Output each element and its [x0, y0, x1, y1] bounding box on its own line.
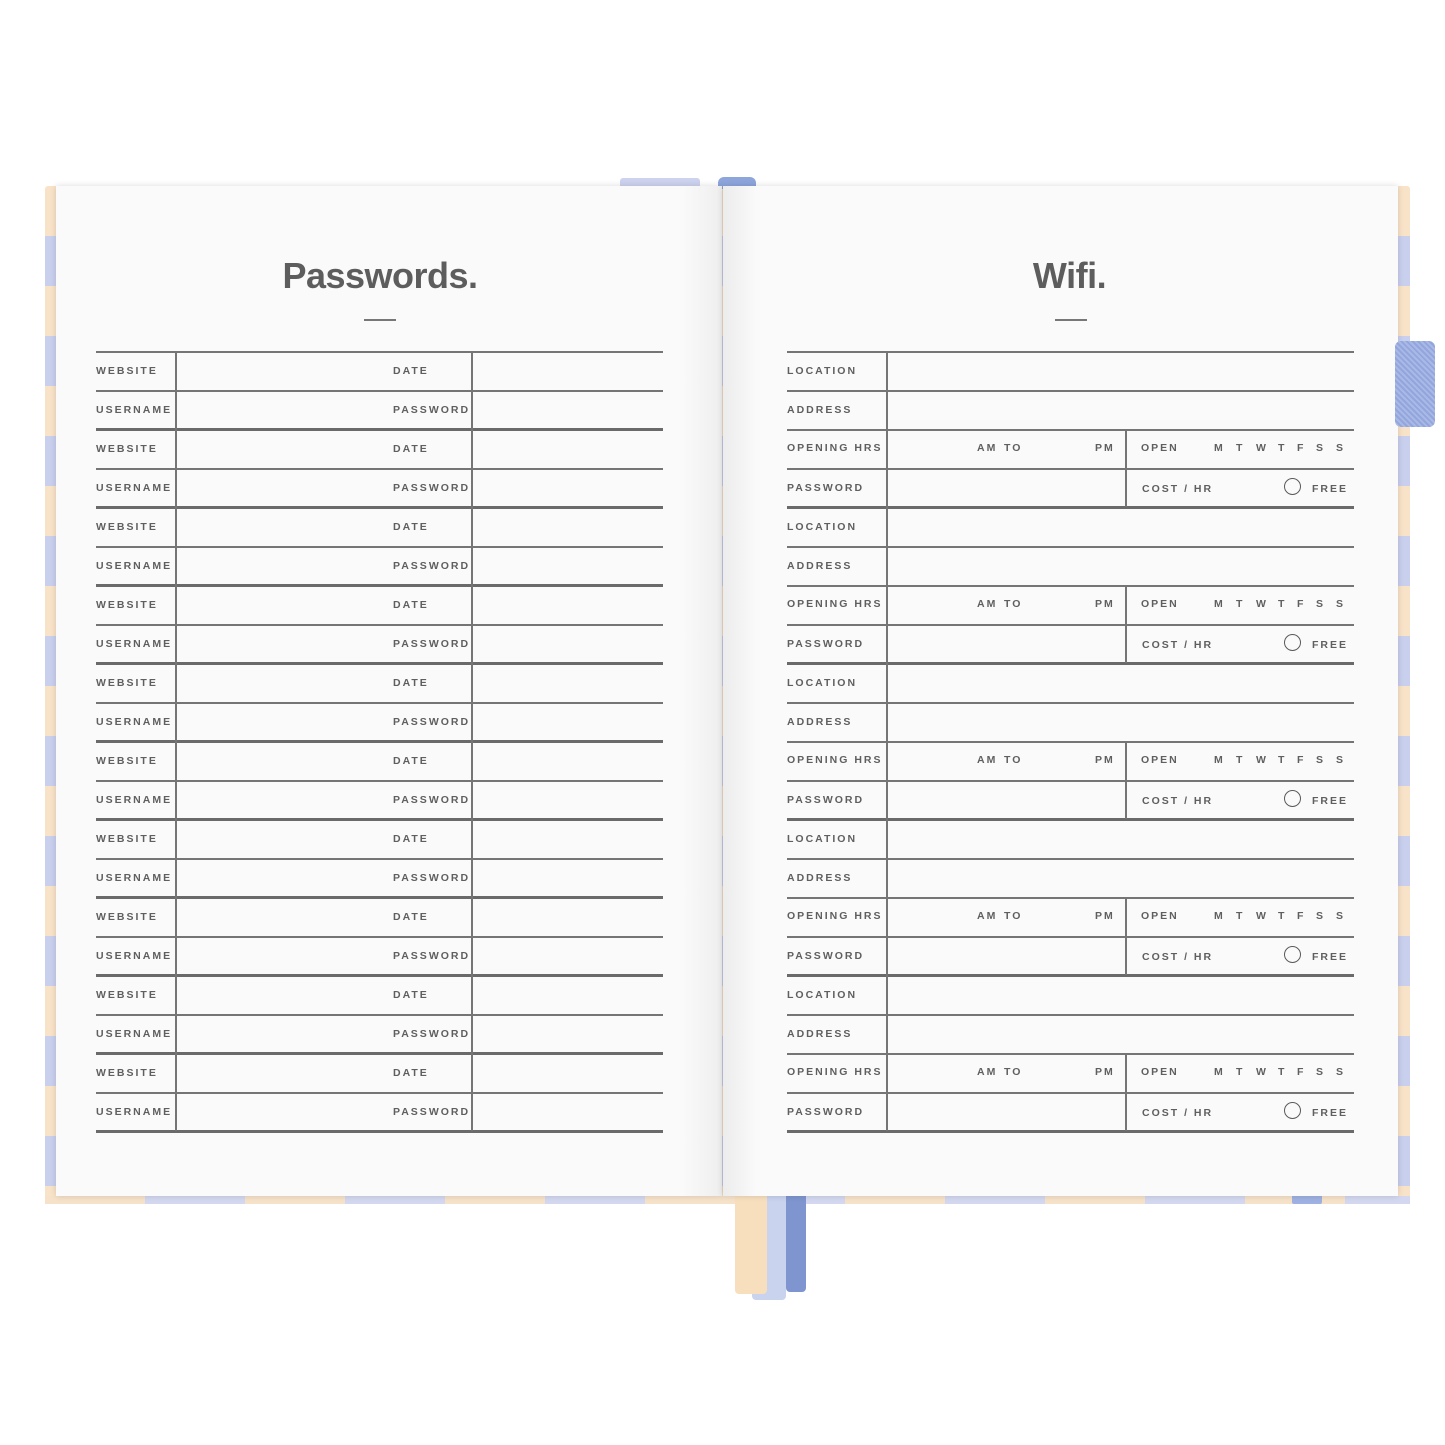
pm-label: PM [1095, 754, 1115, 766]
date-label: DATE [393, 989, 429, 1001]
address-label: ADDRESS [787, 560, 853, 572]
website-field[interactable] [177, 663, 383, 702]
day-label[interactable]: T [1278, 442, 1287, 454]
day-label[interactable]: S [1316, 910, 1326, 922]
free-label: FREE [1312, 483, 1349, 495]
password-field[interactable] [473, 390, 663, 429]
free-label: FREE [1312, 1107, 1349, 1119]
am-label: AM [977, 442, 998, 454]
date-field[interactable] [473, 1053, 663, 1092]
date-field[interactable] [473, 975, 663, 1014]
column-divider [886, 975, 888, 1131]
date-field[interactable] [473, 663, 663, 702]
pm-label: PM [1095, 1066, 1115, 1078]
day-label[interactable]: W [1256, 598, 1268, 610]
day-label[interactable]: T [1236, 598, 1245, 610]
cost-hr-label: COST / HR [1142, 639, 1214, 651]
date-field[interactable] [473, 741, 663, 780]
opening-hrs-label: OPENING HRS [787, 754, 883, 766]
row-divider [787, 390, 1354, 392]
day-label[interactable]: W [1256, 754, 1268, 766]
row-divider [787, 858, 1354, 860]
password-label: PASSWORD [787, 1106, 865, 1118]
day-label[interactable]: T [1236, 1066, 1245, 1078]
free-label: FREE [1312, 795, 1349, 807]
password-field[interactable] [473, 858, 663, 897]
day-label[interactable]: S [1316, 1066, 1326, 1078]
date-label: DATE [393, 599, 429, 611]
website-label: WEBSITE [96, 911, 158, 923]
column-divider [175, 585, 177, 663]
bookmark-ribbon-peach [735, 1196, 767, 1294]
entry-divider [96, 1130, 663, 1133]
password-label: PASSWORD [393, 1028, 471, 1040]
column-divider [1125, 897, 1127, 975]
day-label[interactable]: T [1278, 598, 1287, 610]
row-divider [787, 585, 1354, 587]
row-divider [787, 468, 1354, 470]
am-label: AM [977, 598, 998, 610]
am-label: AM [977, 910, 998, 922]
website-label: WEBSITE [96, 599, 158, 611]
day-label[interactable]: W [1256, 442, 1268, 454]
to-label: TO [1004, 442, 1023, 454]
row-divider [787, 741, 1354, 743]
username-label: USERNAME [96, 872, 173, 884]
website-field[interactable] [177, 897, 383, 936]
open-label: OPEN [1141, 442, 1179, 454]
website-field[interactable] [177, 819, 383, 858]
website-field[interactable] [177, 975, 383, 1014]
website-label: WEBSITE [96, 755, 158, 767]
column-divider [1125, 741, 1127, 819]
password-field[interactable] [473, 1014, 663, 1053]
day-label[interactable]: T [1278, 910, 1287, 922]
website-field[interactable] [177, 351, 383, 390]
date-field[interactable] [473, 819, 663, 858]
address-field[interactable] [888, 858, 1354, 897]
column-divider [175, 507, 177, 585]
password-label: PASSWORD [393, 482, 471, 494]
column-divider [471, 741, 473, 819]
column-divider [1125, 1053, 1127, 1131]
date-field[interactable] [473, 429, 663, 468]
row-divider [96, 468, 663, 470]
column-divider [886, 507, 888, 663]
password-field[interactable] [888, 936, 1125, 975]
password-field[interactable] [473, 546, 663, 585]
pm-label: PM [1095, 442, 1115, 454]
row-divider [96, 1014, 663, 1016]
address-label: ADDRESS [787, 716, 853, 728]
password-field[interactable] [888, 1092, 1125, 1131]
website-label: WEBSITE [96, 989, 158, 1001]
date-field[interactable] [473, 897, 663, 936]
username-field[interactable] [177, 936, 383, 975]
website-label: WEBSITE [96, 1067, 158, 1079]
column-divider [1125, 585, 1127, 663]
username-field[interactable] [177, 1092, 383, 1131]
pm-label: PM [1095, 598, 1115, 610]
cost-hr-label: COST / HR [1142, 1107, 1214, 1119]
passwords-title: Passwords. [282, 255, 478, 296]
row-divider [787, 1014, 1354, 1016]
username-field[interactable] [177, 624, 383, 663]
day-label[interactable]: F [1297, 442, 1306, 454]
open-label: OPEN [1141, 598, 1179, 610]
username-field[interactable] [177, 468, 383, 507]
day-label[interactable]: S [1336, 910, 1346, 922]
address-field[interactable] [888, 702, 1354, 741]
column-divider [471, 507, 473, 585]
open-label: OPEN [1141, 910, 1179, 922]
free-checkbox[interactable] [1284, 946, 1301, 963]
day-label[interactable]: S [1336, 442, 1346, 454]
to-label: TO [1004, 1066, 1023, 1078]
column-divider [471, 819, 473, 897]
day-label[interactable]: F [1297, 910, 1306, 922]
row-divider [787, 897, 1354, 899]
to-label: TO [1004, 910, 1023, 922]
password-field[interactable] [888, 780, 1125, 819]
day-label[interactable]: M [1214, 442, 1225, 454]
day-label[interactable]: F [1297, 598, 1306, 610]
location-field[interactable] [888, 351, 1354, 390]
column-divider [175, 429, 177, 507]
day-label[interactable]: T [1278, 754, 1287, 766]
day-label[interactable]: T [1236, 442, 1245, 454]
username-label: USERNAME [96, 1106, 173, 1118]
location-label: LOCATION [787, 677, 858, 689]
entry-divider [787, 1130, 1354, 1133]
address-field[interactable] [888, 546, 1354, 585]
password-field[interactable] [473, 780, 663, 819]
address-label: ADDRESS [787, 1028, 853, 1040]
password-field[interactable] [473, 1092, 663, 1131]
cover-bottom-edge [45, 1196, 1410, 1204]
date-field[interactable] [473, 507, 663, 546]
day-label[interactable]: W [1256, 910, 1268, 922]
column-divider [175, 975, 177, 1053]
username-field[interactable] [177, 858, 383, 897]
password-label: PASSWORD [787, 482, 865, 494]
row-divider [96, 858, 663, 860]
username-field[interactable] [177, 702, 383, 741]
day-label[interactable]: S [1336, 754, 1346, 766]
to-label: TO [1004, 598, 1023, 610]
date-label: DATE [393, 833, 429, 845]
row-divider [787, 936, 1354, 938]
username-field[interactable] [177, 780, 383, 819]
day-label[interactable]: S [1316, 754, 1326, 766]
website-field[interactable] [177, 741, 383, 780]
free-checkbox[interactable] [1284, 634, 1301, 651]
day-label[interactable]: T [1278, 1066, 1287, 1078]
wifi-title-rule [1055, 319, 1087, 321]
column-divider [471, 1053, 473, 1131]
column-divider [175, 351, 177, 429]
username-label: USERNAME [96, 950, 173, 962]
location-field[interactable] [888, 975, 1354, 1014]
day-label[interactable]: M [1214, 754, 1225, 766]
password-label: PASSWORD [393, 950, 471, 962]
row-divider [787, 1092, 1354, 1094]
row-divider [96, 624, 663, 626]
row-divider [787, 1053, 1354, 1055]
cost-hr-label: COST / HR [1142, 951, 1214, 963]
location-field[interactable] [888, 507, 1354, 546]
username-label: USERNAME [96, 482, 173, 494]
day-label[interactable]: S [1316, 598, 1326, 610]
address-label: ADDRESS [787, 872, 853, 884]
column-divider [175, 897, 177, 975]
row-divider [96, 390, 663, 392]
location-label: LOCATION [787, 989, 858, 1001]
password-label: PASSWORD [393, 1106, 471, 1118]
date-field[interactable] [473, 351, 663, 390]
row-divider [787, 702, 1354, 704]
cost-hr-label: COST / HR [1142, 483, 1214, 495]
website-label: WEBSITE [96, 365, 158, 377]
address-field[interactable] [888, 1014, 1354, 1053]
password-label: PASSWORD [393, 872, 471, 884]
location-label: LOCATION [787, 365, 858, 377]
row-divider [96, 936, 663, 938]
row-divider [787, 429, 1354, 431]
bookmark-ribbon-blue [786, 1196, 806, 1292]
username-field[interactable] [177, 1014, 383, 1053]
date-label: DATE [393, 677, 429, 689]
free-checkbox[interactable] [1284, 790, 1301, 807]
column-divider [886, 663, 888, 819]
row-divider [96, 780, 663, 782]
password-field[interactable] [888, 624, 1125, 663]
website-field[interactable] [177, 585, 383, 624]
location-label: LOCATION [787, 833, 858, 845]
pm-label: PM [1095, 910, 1115, 922]
free-checkbox[interactable] [1284, 1102, 1301, 1119]
day-label[interactable]: S [1336, 1066, 1346, 1078]
website-field[interactable] [177, 429, 383, 468]
password-label: PASSWORD [787, 950, 865, 962]
username-field[interactable] [177, 390, 383, 429]
address-label: ADDRESS [787, 404, 853, 416]
day-label[interactable]: F [1297, 1066, 1306, 1078]
password-field[interactable] [473, 936, 663, 975]
day-label[interactable]: S [1316, 442, 1326, 454]
column-divider [471, 429, 473, 507]
password-label: PASSWORD [393, 560, 471, 572]
opening-hrs-label: OPENING HRS [787, 598, 883, 610]
website-field[interactable] [177, 1053, 383, 1092]
wifi-title: Wifi. [1032, 255, 1107, 296]
row-divider [787, 546, 1354, 548]
row-divider [96, 1092, 663, 1094]
password-field[interactable] [888, 468, 1125, 507]
day-label[interactable]: M [1214, 910, 1225, 922]
location-field[interactable] [888, 819, 1354, 858]
username-label: USERNAME [96, 716, 173, 728]
column-divider [471, 897, 473, 975]
opening-hrs-label: OPENING HRS [787, 1066, 883, 1078]
free-label: FREE [1312, 639, 1349, 651]
date-field[interactable] [473, 585, 663, 624]
pen-loop-elastic [1395, 341, 1435, 427]
date-label: DATE [393, 911, 429, 923]
column-divider [175, 741, 177, 819]
column-divider [471, 585, 473, 663]
row-divider [96, 546, 663, 548]
day-label[interactable]: F [1297, 754, 1306, 766]
am-label: AM [977, 1066, 998, 1078]
cost-hr-label: COST / HR [1142, 795, 1214, 807]
opening-hrs-label: OPENING HRS [787, 910, 883, 922]
column-divider [1125, 429, 1127, 507]
password-label: PASSWORD [393, 404, 471, 416]
column-divider [886, 819, 888, 975]
address-field[interactable] [888, 390, 1354, 429]
column-divider [471, 975, 473, 1053]
password-label: PASSWORD [393, 638, 471, 650]
column-divider [175, 1053, 177, 1131]
website-label: WEBSITE [96, 677, 158, 689]
location-label: LOCATION [787, 521, 858, 533]
day-label[interactable]: W [1256, 1066, 1268, 1078]
day-label[interactable]: M [1214, 598, 1225, 610]
username-label: USERNAME [96, 404, 173, 416]
date-label: DATE [393, 521, 429, 533]
day-label[interactable]: M [1214, 1066, 1225, 1078]
row-divider [787, 624, 1354, 626]
password-label: PASSWORD [787, 638, 865, 650]
day-label[interactable]: T [1236, 754, 1245, 766]
to-label: TO [1004, 754, 1023, 766]
location-field[interactable] [888, 663, 1354, 702]
password-label: PASSWORD [393, 716, 471, 728]
row-divider [96, 702, 663, 704]
date-label: DATE [393, 365, 429, 377]
date-label: DATE [393, 1067, 429, 1079]
column-divider [886, 351, 888, 507]
username-label: USERNAME [96, 1028, 173, 1040]
username-label: USERNAME [96, 560, 173, 572]
opening-hrs-label: OPENING HRS [787, 442, 883, 454]
password-label: PASSWORD [393, 794, 471, 806]
password-field[interactable] [473, 468, 663, 507]
column-divider [471, 663, 473, 741]
password-field[interactable] [473, 702, 663, 741]
free-checkbox[interactable] [1284, 478, 1301, 495]
free-label: FREE [1312, 951, 1349, 963]
column-divider [175, 663, 177, 741]
passwords-title-rule [364, 319, 396, 321]
username-label: USERNAME [96, 794, 173, 806]
date-label: DATE [393, 755, 429, 767]
day-label[interactable]: T [1236, 910, 1245, 922]
row-divider [787, 780, 1354, 782]
username-label: USERNAME [96, 638, 173, 650]
column-divider [175, 819, 177, 897]
open-label: OPEN [1141, 1066, 1179, 1078]
open-label: OPEN [1141, 754, 1179, 766]
website-label: WEBSITE [96, 833, 158, 845]
day-label[interactable]: S [1336, 598, 1346, 610]
password-label: PASSWORD [787, 794, 865, 806]
website-label: WEBSITE [96, 443, 158, 455]
website-label: WEBSITE [96, 521, 158, 533]
column-divider [471, 351, 473, 429]
website-field[interactable] [177, 507, 383, 546]
am-label: AM [977, 754, 998, 766]
username-field[interactable] [177, 546, 383, 585]
password-field[interactable] [473, 624, 663, 663]
date-label: DATE [393, 443, 429, 455]
